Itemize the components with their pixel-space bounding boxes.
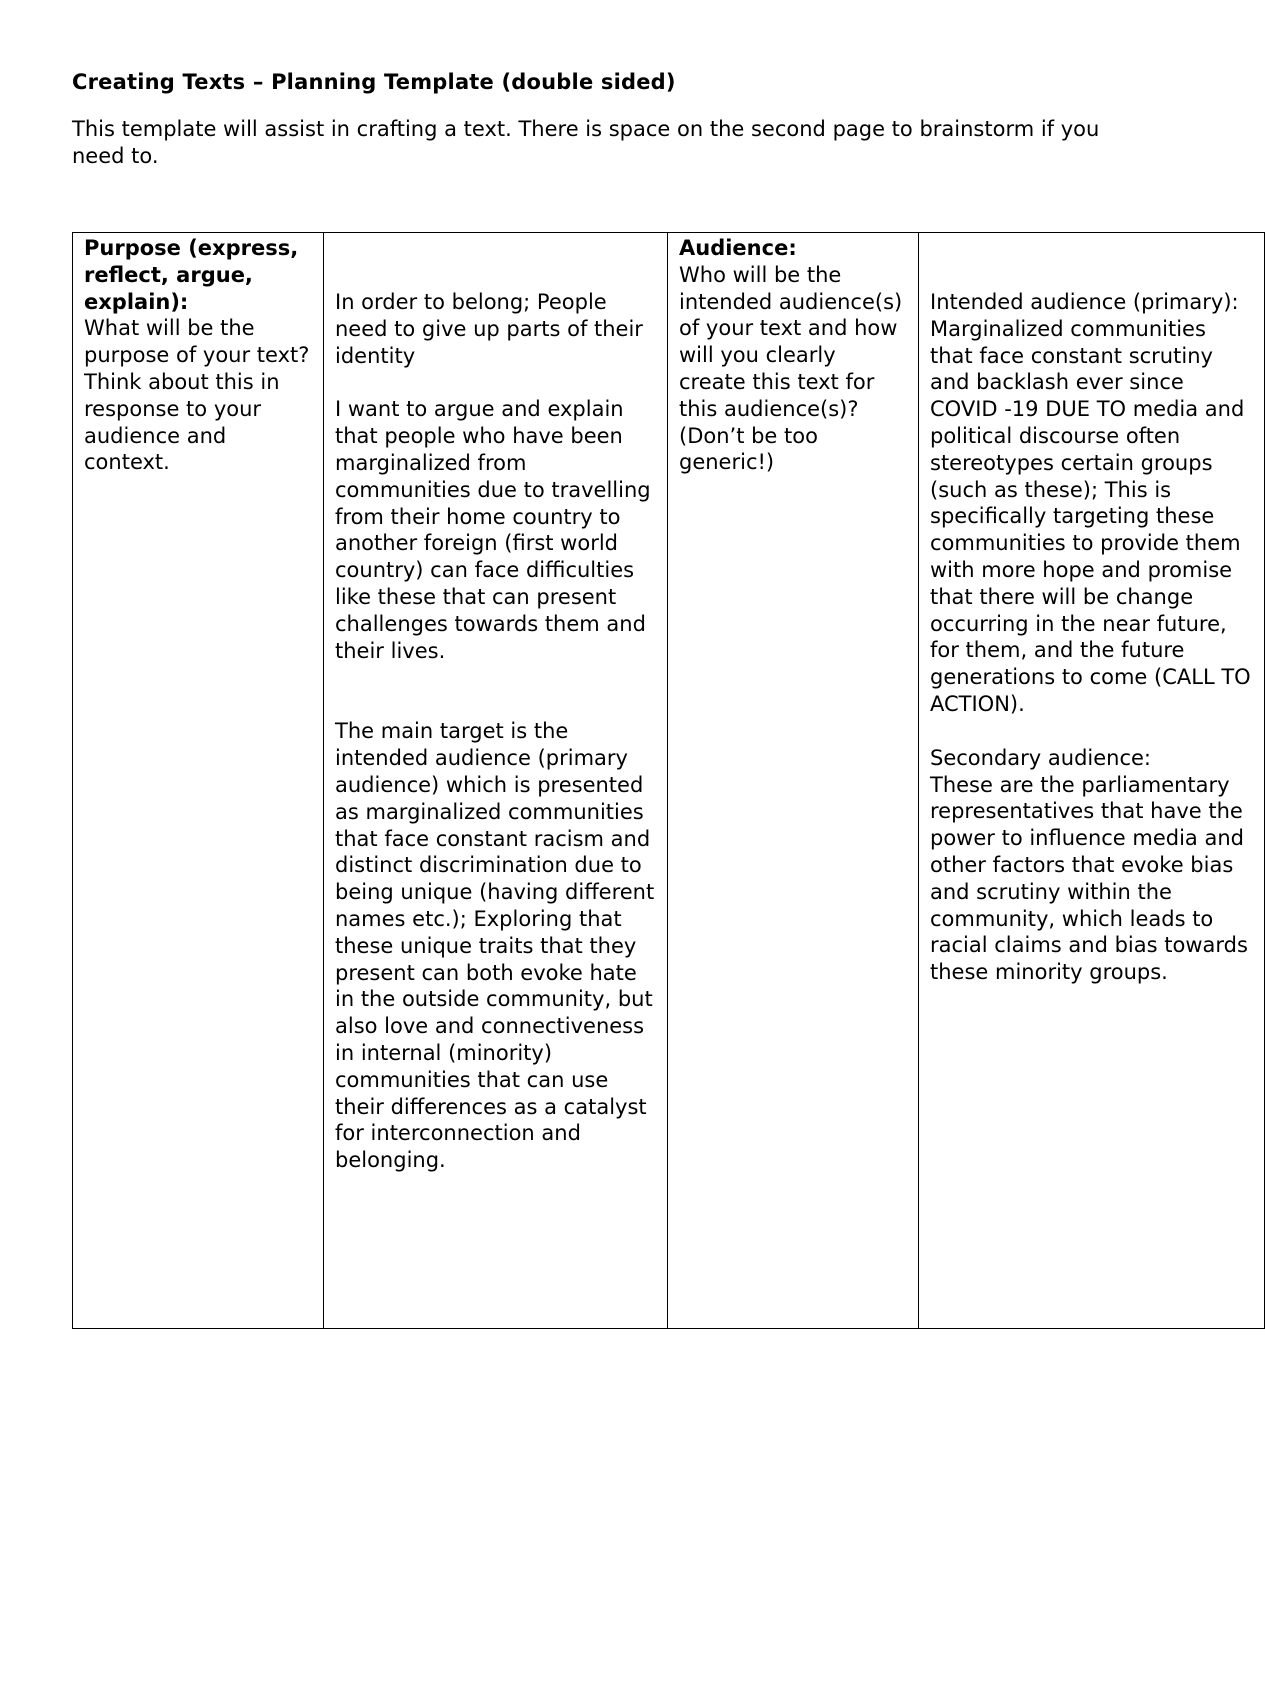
- purpose-cell: [73, 233, 324, 1329]
- planning-table: [72, 232, 1265, 1329]
- document-title: Creating Texts – Planning Template (double sided): [72, 70, 676, 94]
- audience-response-cell: [919, 233, 1265, 1329]
- secondary-audience-text: These are the parliamentary representatives that have the power to influence media and other factors that evoke bias and scrutiny within the community, which leads to racial claims and bias towards these minority groups.: [930, 772, 1248, 985]
- purpose-response-cell: [324, 233, 668, 1329]
- audience-heading: Audience:: [679, 236, 797, 260]
- spacer: [335, 235, 657, 289]
- purpose-response-para-1: In order to belong; People need to give up parts of their identity: [335, 290, 643, 368]
- secondary-audience-label: Secondary audience:: [930, 745, 1152, 770]
- audience-prompt: Who will be the intended audience(s) of your text and how will you clearly create this text for this audience(s)? (Don’t be too generic!): [679, 262, 903, 475]
- purpose-response-para-2: I want to argue and explain that people who have been marginalized from communities due to travelling from their home country to another foreign (first world country) can face difficulties like these that can present challenges towards them and their lives.: [335, 397, 651, 663]
- purpose-response-para-3: The main target is the intended audience (primary audience) which is presented as marginalized communities that face constant racism and distinct discrimination due to being unique (having different names etc.); Exploring that these unique traits that they present can both evoke hate in the outside community, but also love and connectiveness in internal (minority) communities that can use their differences as a catalyst for interconnection and belonging.: [335, 719, 655, 1173]
- spacer: [335, 664, 657, 718]
- purpose-heading: Purpose (express, reflect, argue, explain):: [84, 236, 299, 314]
- audience-cell: [668, 233, 919, 1329]
- primary-audience-label: Intended audience (primary):: [930, 290, 1239, 314]
- spacer: [930, 235, 1254, 289]
- intro-paragraph: This template will assist in crafting a text. There is space on the second page to brainstorm if you need to.: [72, 117, 1100, 168]
- spacer: [930, 718, 1254, 745]
- table-row: [73, 233, 1265, 1329]
- spacer: [335, 369, 657, 396]
- purpose-prompt: What will be the purpose of your text? Think about this in response to your audience and context.: [84, 316, 310, 475]
- primary-audience-text: Marginalized communities that face constant scrutiny and backlash ever since COVID -19 DUE TO media and political discourse often stereotypes certain groups (such as these); This is specifically targeting these communities to provide them with more hope and promise that there will be change occurring in the near future, for them, and the future generations to come (CALL TO ACTION).: [930, 316, 1251, 716]
